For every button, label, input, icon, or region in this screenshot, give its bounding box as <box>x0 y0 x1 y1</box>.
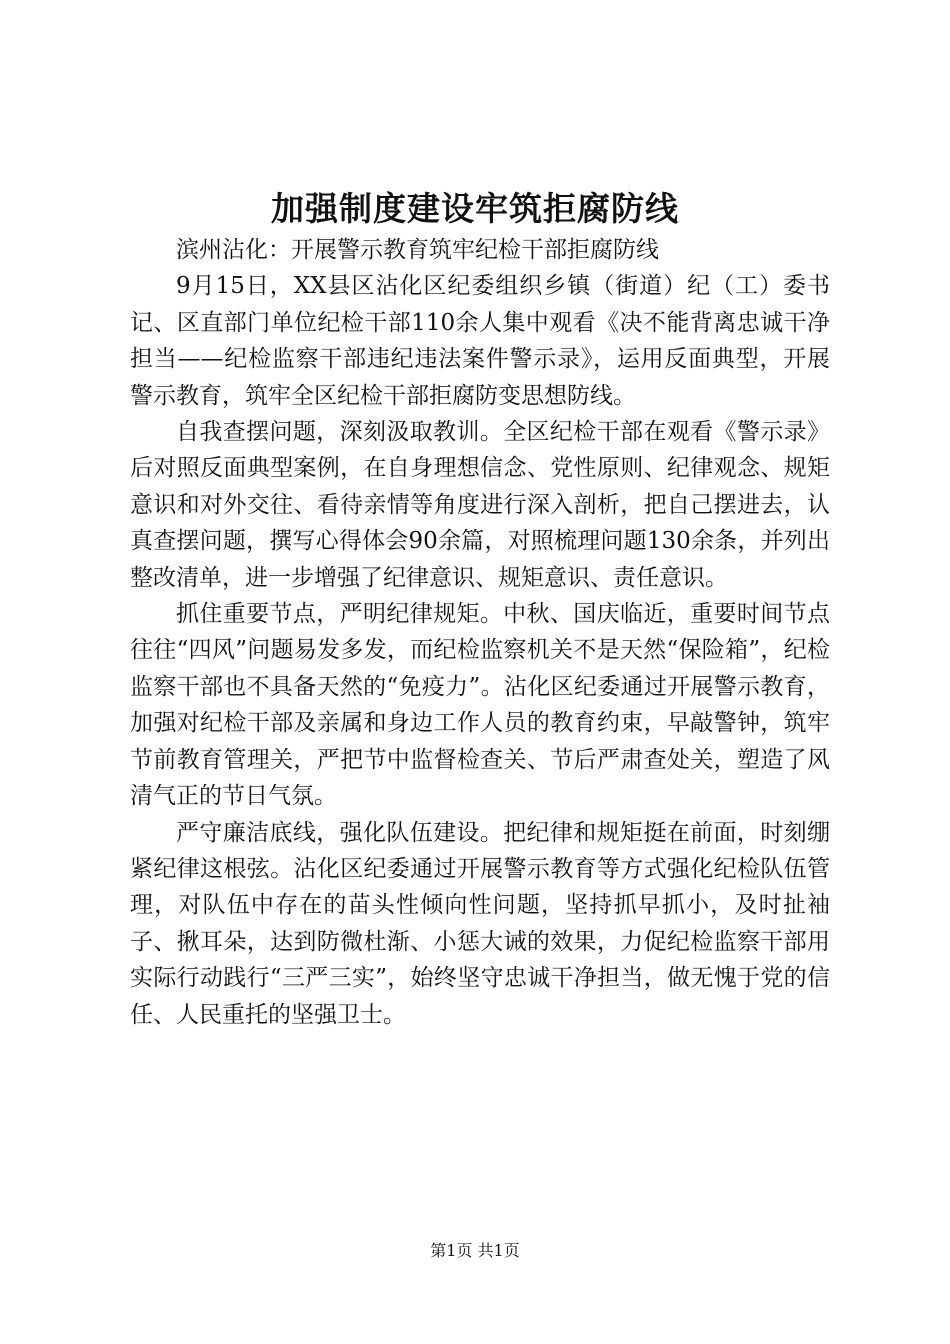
subtitle-paragraph: 滨州沾化：开展警示教育筑牢纪检干部拒腐防线 <box>176 237 659 263</box>
body-paragraph: 严守廉洁底线，强化队伍建设。把纪律和规矩挺在前面，时刻绷紧纪律这根弦。沾化区纪委通过开展警示教育等方式强化纪检队伍管理，对队伍中存在的苗头性倾向性问题，坚持抓早抓小，及时扯袖子、揪耳朵，达到防微杜渐、小惩大诫的效果，力促纪检监察干部用实际行动践行“三严三实”，始终坚守忠诚干净担当，做无愧于党的信任、人民重托的坚强卫士。 <box>130 819 830 1028</box>
body-paragraph: 抓住重要节点，严明纪律规矩。中秋、国庆临近，重要时间节点往往“四风”问题易发多发，而纪检监察机关不是天然“保险箱”，纪检监察干部也不具备天然的“免疫力”。沾化区纪委通过开展警示教育，加强对纪检干部及亲属和身边工作人员的教育约束，早敲警钟，筑牢节前教育管理关，严把节中监督检查关、节后严肃查处关，塑造了风清气正的节日气氛。 <box>130 601 830 810</box>
page-number-footer: 第1页 共1页 <box>430 1241 520 1260</box>
document-body <box>130 232 830 1033</box>
body-paragraph: 自我查摆问题，深刻汲取教训。全区纪检干部在观看《警示录》后对照反面典型案例，在自身理想信念、党性原则、纪律观念、规矩意识和对外交往、看待亲情等角度进行深入剖析，把自己摆进去，认真查摆问题，撰写心得体会90余篇，对照梳理问题130余条，并列出整改清单，进一步增强了纪律意识、规矩意识、责任意识。 <box>130 419 830 591</box>
body-paragraph: 9月15日，XX县区沾化区纪委组织乡镇（街道）纪（工）委书记、区直部门单位纪检干部110余人集中观看《决不能背离忠诚干净担当——纪检监察干部违纪违法案件警示录》，运用反面典型，开展警示教育，筑牢全区纪检干部拒腐防变思想防线。 <box>130 273 830 409</box>
document-title: 加强制度建设牢筑拒腐防线 <box>271 189 679 228</box>
